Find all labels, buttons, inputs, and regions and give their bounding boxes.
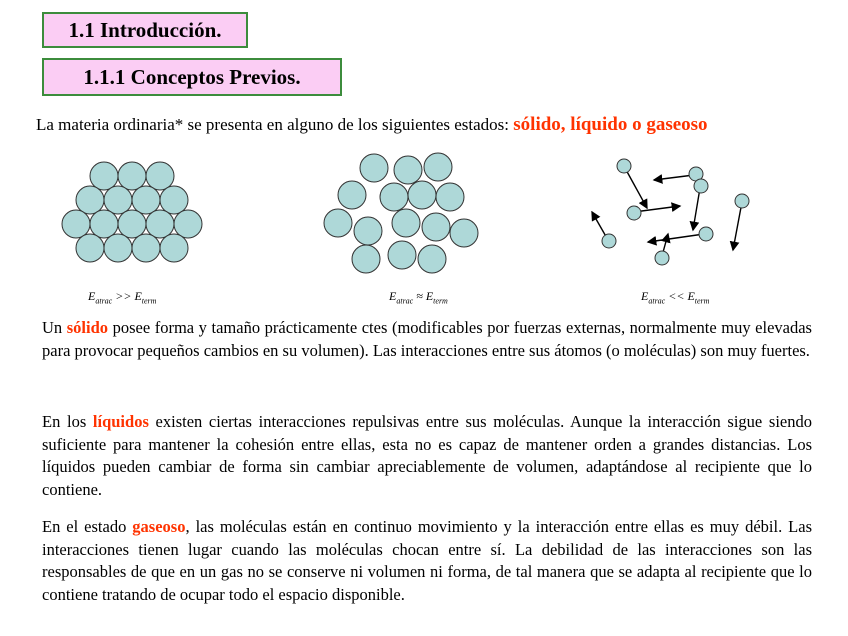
liquid-molecule [338, 181, 366, 209]
solid-energy-label: $E_{atrac} >> E_{term}$ [88, 289, 157, 306]
gas-term: gaseoso [132, 517, 186, 536]
gas-velocity-arrow [693, 188, 700, 230]
liquid-molecule [436, 183, 464, 211]
solid-molecule [132, 234, 160, 262]
gas-diagram [582, 152, 762, 277]
intro-line [36, 114, 708, 136]
solid-molecule [90, 162, 118, 190]
solid-molecule [146, 210, 174, 238]
solid-molecule [174, 210, 202, 238]
gas-molecule [699, 227, 713, 241]
liquid-molecule [422, 213, 450, 241]
liquid-molecule [354, 217, 382, 245]
liquid-molecule [360, 154, 388, 182]
gas-paragraph: En el estado gaseoso, las moléculas están en continuo movimiento y la interacción entre ellas es muy débil. Las interacciones tienen lugar cuando las moléculas chocan entre sí. La debilidad de las interacciones son las responsables de que en un gas no se conserve ni volumen ni forma, de tal manera que se adapta al recipiente que lo contiene tratando de ocupar todo el espacio disponible. [42, 517, 812, 604]
liquid-molecule [380, 183, 408, 211]
liquid-molecule [418, 245, 446, 273]
solid-molecule [90, 210, 118, 238]
section-heading [42, 12, 248, 48]
gas-velocity-arrow [654, 175, 694, 180]
gas-molecule [694, 179, 708, 193]
solid-molecule [160, 234, 188, 262]
liquid-molecule [388, 241, 416, 269]
solid-molecule [160, 186, 188, 214]
liquid-molecule [394, 156, 422, 184]
liquid-molecule [408, 181, 436, 209]
liquid-molecule [324, 209, 352, 237]
gas-molecule [655, 251, 669, 265]
liquid-paragraph: En los líquidos existen ciertas interacciones repulsivas entre sus moléculas. Aunque la interacción sigue siendo suficiente para mantener la cohesión entre ellas, esta no es capaz de mantener orden a grandes distancias. Los líquidos pueden cambiar de forma sin cambiar apreciablemente de volumen, adaptándose al recipiente que lo contiene. [42, 412, 812, 499]
solid-molecule [132, 186, 160, 214]
solid-molecule [76, 234, 104, 262]
subsection-heading [42, 58, 342, 96]
solid-molecule [118, 210, 146, 238]
gas-molecule [627, 206, 641, 220]
liquid-energy-label: $E_{atrac} \approx E_{term}$ [389, 289, 448, 306]
liquid-term: líquidos [92, 412, 149, 431]
solid-molecule [104, 186, 132, 214]
solid-molecule [62, 210, 90, 238]
solid-term: sólido [66, 318, 109, 337]
states-highlight: sólido, líquido o gaseoso [513, 114, 708, 135]
intro-text: La materia ordinaria* se presenta en alguno de los siguientes estados: [36, 115, 514, 134]
gas-energy-label: $E_{atrac} << E_{term}$ [641, 289, 710, 306]
gas-velocity-arrow [625, 168, 647, 208]
gas-velocity-arrow [648, 234, 704, 242]
gas-molecule [602, 234, 616, 248]
gas-velocity-arrow [733, 202, 742, 250]
gas-molecule [735, 194, 749, 208]
liquid-diagram [322, 151, 482, 281]
solid-molecule [104, 234, 132, 262]
subsection-heading-text: 1.1.1 Conceptos Previos. [83, 64, 301, 89]
section-heading-text: 1.1 Introducción. [68, 17, 222, 42]
gas-molecule [617, 159, 631, 173]
solid-molecule [146, 162, 174, 190]
liquid-molecule [392, 209, 420, 237]
solid-paragraph: Un sólido posee forma y tamaño prácticamente ctes (modificables por fuerzas externas, normalmente muy elevadas para provocar pequeños cambios en su volumen). Las interacciones entre sus átomos (o moléculas) son muy fuertes. [42, 318, 812, 360]
liquid-molecule [424, 153, 452, 181]
liquid-molecule [450, 219, 478, 247]
solid-molecule [118, 162, 146, 190]
solid-molecule [76, 186, 104, 214]
solid-diagram [58, 156, 208, 276]
